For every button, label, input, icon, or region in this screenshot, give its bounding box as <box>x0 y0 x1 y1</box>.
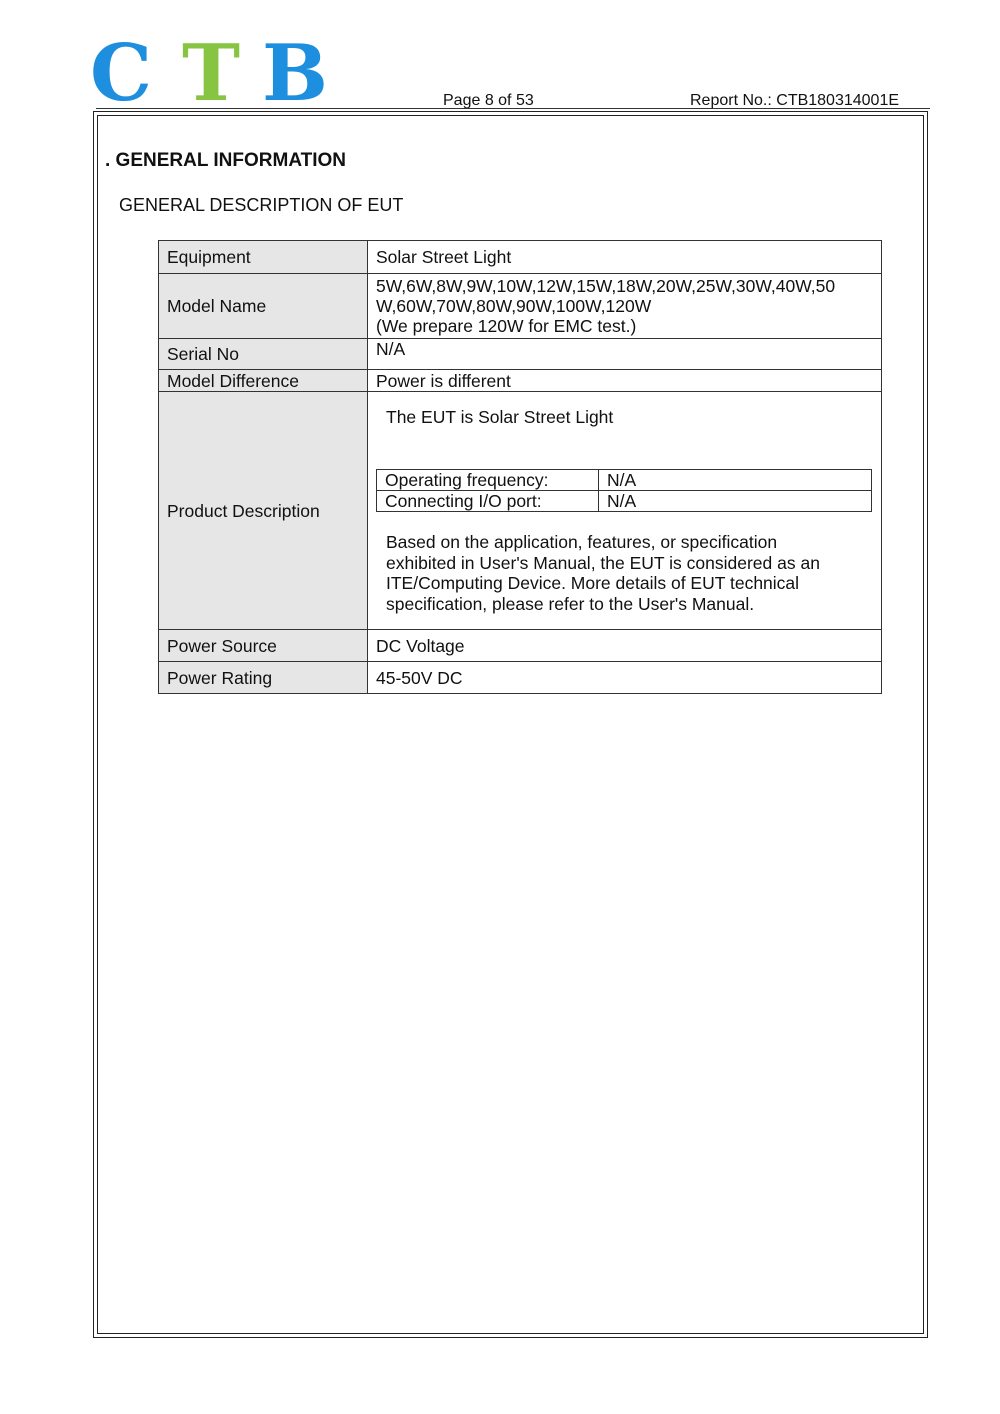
product-detail-line-3: ITE/Computing Device. More details of EUT technical <box>386 573 800 593</box>
section-title: . GENERAL INFORMATION <box>105 150 347 171</box>
model-difference-value: Power is different <box>368 370 882 392</box>
logo-letter-t: T <box>182 28 241 119</box>
product-description-label: Product Description <box>159 392 368 630</box>
product-detail-text <box>386 532 873 614</box>
power-source-value: DC Voltage <box>368 630 882 662</box>
model-name-line-3: (We prepare 120W for EMC test.) <box>376 316 637 336</box>
product-detail-line-2: exhibited in User's Manual, the EUT is considered as an <box>386 552 820 573</box>
header-divider <box>96 108 930 109</box>
spec-row <box>377 491 872 512</box>
serial-no-value: N/A <box>368 339 882 370</box>
table-row-power-rating <box>159 662 882 694</box>
logo-letter-c: C <box>90 28 153 119</box>
product-intro: The EUT is Solar Street Light <box>386 407 614 427</box>
table-row-product-description <box>159 392 882 630</box>
table-row-serial-no <box>159 339 882 370</box>
serial-no-label: Serial No <box>159 339 368 370</box>
table-row-power-source <box>159 630 882 662</box>
page-number: Page 8 of 53 <box>443 92 534 109</box>
power-source-label: Power Source <box>159 630 368 662</box>
power-rating-value: 45-50V DC <box>368 662 882 694</box>
product-detail-line-4: specification, please refer to the User's Manual. <box>386 593 755 614</box>
eut-description-table <box>158 240 882 694</box>
report-number: Report No.: CTB180314001E <box>690 92 900 109</box>
spec-value: N/A <box>599 491 872 512</box>
spec-key: Operating frequency: <box>377 470 599 491</box>
model-name-line-1: 5W,6W,8W,9W,10W,12W,15W,18W,20W,25W,30W,40W,50 <box>376 276 836 296</box>
table-row-equipment <box>159 241 882 274</box>
model-name-line-2: W,60W,70W,80W,90W,100W,120W <box>376 296 652 316</box>
table-row-model-name <box>159 274 882 339</box>
product-spec-table <box>376 469 872 512</box>
ctb-logo <box>90 28 340 119</box>
spec-value: N/A <box>599 470 872 491</box>
equipment-value: Solar Street Light <box>368 241 882 274</box>
table-row-model-difference <box>159 370 882 392</box>
equipment-label: Equipment <box>159 241 368 274</box>
product-detail-line-1: Based on the application, features, or specification <box>386 532 778 552</box>
model-name-value <box>368 274 882 339</box>
model-name-label: Model Name <box>159 274 368 339</box>
product-description-value <box>368 392 882 630</box>
power-rating-label: Power Rating <box>159 662 368 694</box>
section-subtitle: GENERAL DESCRIPTION OF EUT <box>119 195 404 215</box>
model-difference-label: Model Difference <box>159 370 368 392</box>
spec-key: Connecting I/O port: <box>377 491 599 512</box>
spec-row <box>377 470 872 491</box>
logo-letter-b: B <box>262 28 328 119</box>
